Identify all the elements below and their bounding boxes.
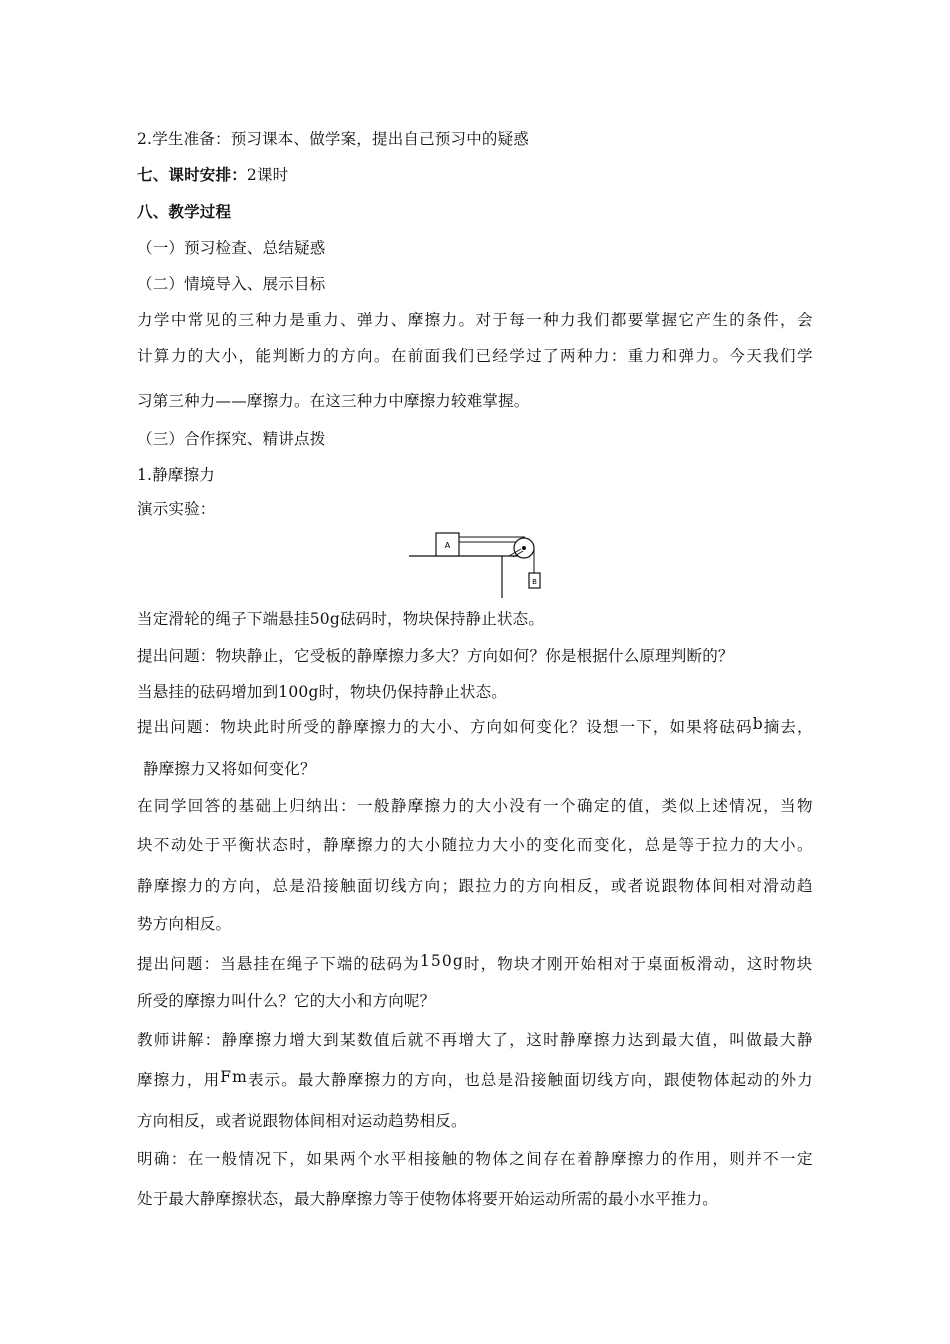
section-heading-process: 八、教学过程 (137, 202, 232, 221)
demo-label: 演示实验： (137, 500, 216, 518)
paragraph-line: 计 算 力 的 大 小 ， 能 判 断 力 的 方 向 。 在 前 面 我 们 已 经 学 过 了 两 种 力 ： 重 力 和 弹 力 。 今 天 我 们 学 (137, 347, 813, 365)
question-line: 提出问题：物块静止，它受板的静摩擦力多大？方向如何？你是根据什么原理判断的？ (137, 647, 734, 665)
question-line: 提 出 问 题 ： 当 悬 挂 在 绳 子 下 端 的 砝 码 为 1 5 0 g 时 ， 物 块 才 刚 开 始 相 对 于 桌 面 板 滑 动 ， 这 时 物 块 (137, 952, 813, 973)
paragraph-line: 块 不 动 处 于 平 衡 状 态 时 ， 静 摩 擦 力 的 大 小 随 拉 力 大 小 的 变 化 而 变 化 ， 总 是 等 于 拉 力 的 大 小 。 (137, 836, 813, 854)
pulley-experiment-diagram (405, 526, 555, 598)
paragraph-line: 在 同 学 回 答 的 基 础 上 归 纳 出 ： 一 般 静 摩 擦 力 的 大 小 没 有 一 个 确 定 的 值 ， 类 似 上 述 情 况 ， 当 物 (137, 797, 813, 815)
schedule-line (137, 163, 288, 185)
subheading-preview: （一）预习检查、总结疑惑 (137, 239, 326, 257)
block-b-label: B (532, 578, 537, 586)
paragraph-line: 势方向相反。 (137, 915, 232, 933)
paragraph-line: 当定滑轮的绳子下端悬挂50g砝码时，物块保持静止状态。 (137, 610, 545, 628)
pulley-axle (522, 546, 526, 550)
schedule-heading: 七、课时安排： (137, 165, 247, 184)
block-a-label: A (444, 541, 451, 550)
paragraph-line: 力 学 中 常 见 的 三 种 力 是 重 力 、 弹 力 、 摩 擦 力 。 对 于 每 一 种 力 我 们 都 要 掌 握 它 产 生 的 条 件 ， 会 (137, 311, 813, 329)
paragraph-line: 方向相反，或者说跟物体间相对运动趋势相反。 (137, 1112, 467, 1130)
student-prep-line: 2.学生准备：预习课本、做学案，提出自己预习中的疑惑 (137, 130, 529, 148)
subheading-static-friction: 1.静摩擦力 (137, 466, 215, 484)
subheading-explore: （三）合作探究、精讲点拨 (137, 430, 326, 448)
question-line: 静摩擦力又将如何变化？ (143, 760, 316, 778)
question-line: 所受的摩擦力叫什么？它的大小和方向呢？ (137, 992, 436, 1010)
paragraph-line: 当悬挂的砝码增加到100g时，物块仍保持静止状态。 (137, 683, 508, 701)
paragraph-line: 教 师 讲 解 ： 静 摩 擦 力 增 大 到 某 数 值 后 就 不 再 增 大 了 ， 这 时 静 摩 擦 力 达 到 最 大 值 ， 叫 做 最 大 静 (137, 1031, 813, 1049)
schedule-value: 2课时 (246, 166, 289, 184)
paragraph-line: 明 确 ： 在 一 般 情 况 下 ， 如 果 两 个 水 平 相 接 触 的 物 体 之 间 存 在 着 静 摩 擦 力 的 作 用 ， 则 并 不 一 定 (137, 1150, 813, 1168)
paragraph-line: 摩 擦 力 ， 用 F m 表 示 。 最 大 静 摩 擦 力 的 方 向 ， 也 总 是 沿 接 触 面 切 线 方 向 ， 跟 使 物 体 起 动 的 外 力 (137, 1068, 813, 1089)
paragraph-line: 习第三种力——摩擦力。在这三种力中摩擦力较难掌握。 (137, 392, 530, 410)
paragraph-line: 静 摩 擦 力 的 方 向 ， 总 是 沿 接 触 面 切 线 方 向 ； 跟 拉 力 的 方 向 相 反 ， 或 者 说 跟 物 体 间 相 对 滑 动 趋 (137, 877, 813, 895)
paragraph-line: 处于最大静摩擦状态，最大静摩擦力等于使物体将要开始运动所需的最小水平推力。 (137, 1190, 718, 1208)
question-line: 提 出 问 题 ： 物 块 此 时 所 受 的 静 摩 擦 力 的 大 小 、 方 向 如 何 变 化 ？ 设 想 一 下 ， 如 果 将 砝 码 b 摘 去 ， (137, 715, 813, 736)
subheading-intro: （二）情境导入、展示目标 (137, 275, 326, 293)
